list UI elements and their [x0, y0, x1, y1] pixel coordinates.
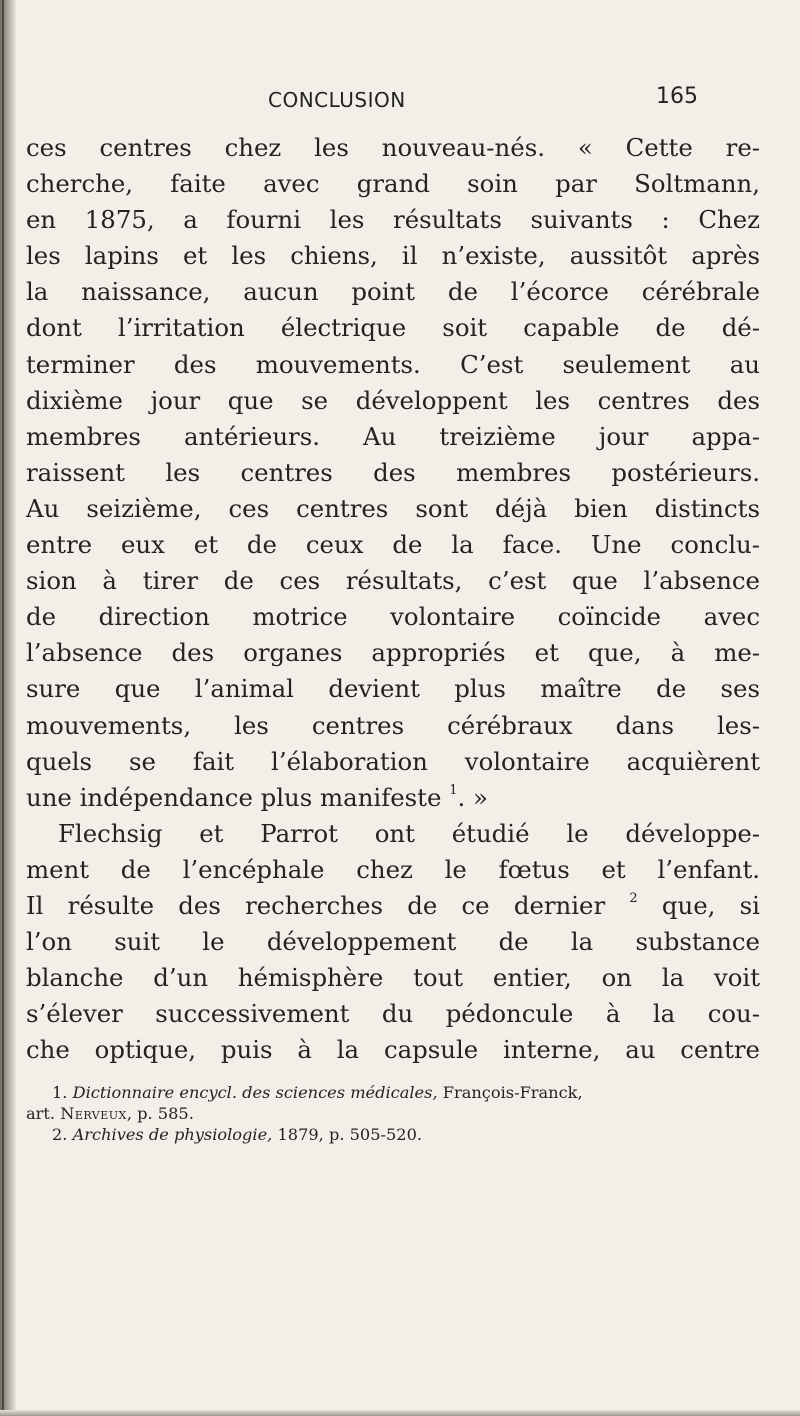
footnote-number: 1.: [52, 1083, 68, 1103]
text-line: sion à tirer de ces résultats, c’est que l’absence: [26, 566, 760, 596]
footnote-ref-2[interactable]: 2: [629, 890, 638, 906]
body-text: [26, 130, 760, 1068]
text-line: dixième jour que se développent les centres des: [26, 385, 760, 415]
running-title: CONCLUSION: [268, 88, 406, 112]
text-line: ces centres chez les nouveau-nés. « Cette re-: [26, 133, 760, 162]
book-page: [26, 84, 760, 1145]
text-line: l’on suit le développement de la substance: [26, 927, 760, 957]
text-line: l’absence des organes appropriés et que, à me-: [26, 638, 760, 668]
footnotes: [26, 1082, 760, 1145]
text-line: cherche, faite avec grand soin par Soltmann,: [26, 169, 760, 199]
text-line: la naissance, aucun point de l’écorce cérébrale: [26, 277, 760, 307]
footnote-ref-1[interactable]: 1: [449, 782, 458, 798]
footnote-number: 2.: [52, 1125, 68, 1145]
text-line: [26, 780, 760, 816]
text-line: terminer des mouvements. C’est seulement au: [26, 349, 760, 379]
footnote-2: [26, 1124, 760, 1145]
text-line: raissent les centres des membres postérieurs.: [26, 457, 760, 487]
text-segment: . »: [457, 782, 488, 812]
text-segment: une indépendance plus manifeste: [26, 782, 442, 812]
text-line: dont l’irritation électrique soit capable de dé-: [26, 313, 760, 343]
text-line: les lapins et les chiens, il n’existe, aussitôt après: [26, 241, 760, 271]
text-line: quels se fait l’élaboration volontaire acquièrent: [26, 746, 760, 776]
page-bottom-edge: [0, 1410, 800, 1416]
footnote-title: Archives de physiologie,: [72, 1125, 273, 1145]
text-line: entre eux et de ceux de la face. Une conclu-: [26, 530, 760, 560]
text-line: Au seizième, ces centres sont déjà bien distincts: [26, 493, 760, 523]
page-header: [26, 84, 760, 126]
footnote-text: , p. 585.: [126, 1104, 194, 1124]
page-number: 165: [656, 84, 698, 109]
text-line: sure que l’animal devient plus maître de ses: [26, 674, 760, 704]
footnote-1-continued: [26, 1103, 760, 1124]
footnote-text: art.: [26, 1104, 61, 1124]
footnote-article: Nerveux: [60, 1104, 127, 1124]
text-segment: que, si: [637, 890, 760, 920]
footnote-title: Dictionnaire encycl. des sciences médicales,: [72, 1083, 438, 1103]
text-line: che optique, puis à la capsule interne, au centre: [26, 1035, 760, 1065]
text-line: de direction motrice volontaire coïncide avec: [26, 602, 760, 632]
binding-line: [2, 0, 4, 1416]
text-line: ment de l’encéphale chez le fœtus et l’enfant.: [26, 854, 760, 884]
text-line: [26, 888, 760, 924]
text-line: Flechsig et Parrot ont étudié le développe-: [58, 818, 760, 848]
footnote-1: [26, 1082, 760, 1103]
text-segment: Il résulte des recherches de ce dernier: [26, 890, 606, 920]
text-line: s’élever successivement du pédoncule à la cou-: [26, 999, 760, 1029]
text-line: blanche d’un hémisphère tout entier, on la voit: [26, 963, 760, 993]
footnote-author: François-Franck,: [437, 1083, 583, 1103]
footnote-text: 1879, p. 505-520.: [272, 1125, 423, 1145]
text-line: mouvements, les centres cérébraux dans les-: [26, 710, 760, 740]
text-line: en 1875, a fourni les résultats suivants : Chez: [26, 205, 760, 235]
text-line: membres antérieurs. Au treizième jour appa-: [26, 421, 760, 451]
